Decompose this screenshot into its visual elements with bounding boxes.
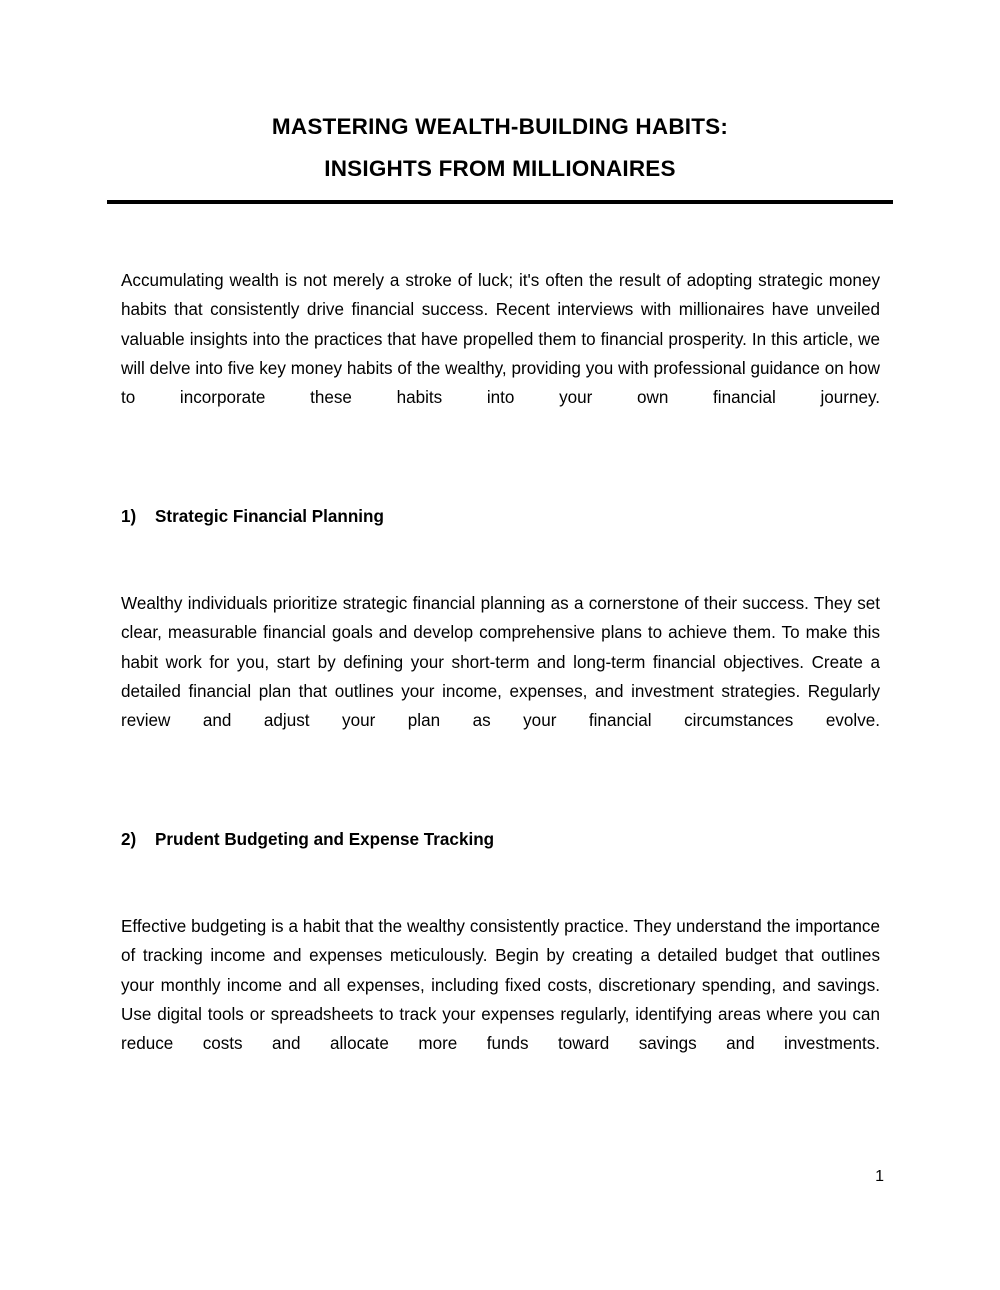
section-heading-1 bbox=[121, 502, 880, 531]
spacer bbox=[121, 442, 880, 502]
section-title-1: Strategic Financial Planning bbox=[155, 506, 384, 526]
section-heading-2 bbox=[121, 825, 880, 854]
section-title-2: Prudent Budgeting and Expense Tracking bbox=[155, 829, 495, 849]
section-number-1: 1) bbox=[121, 506, 137, 526]
section-number-2: 2) bbox=[121, 829, 137, 849]
intro-paragraph: Accumulating wealth is not merely a stroke of luck; it's often the result of adopting strategic money habits that consistently drive financial success. Recent interviews with millionaires have unveiled valuable insights into the practices that have propelled them to financial prosperity. In this article, we will delve into five key money habits of the wealthy, providing you with professional guidance on how to incorporate these habits into your own financial journey. bbox=[121, 271, 880, 408]
document-title-line-1: MASTERING WEALTH-BUILDING HABITS: bbox=[271, 114, 729, 139]
spacer bbox=[121, 765, 880, 825]
spacer bbox=[121, 531, 880, 589]
section-body-2: Effective budgeting is a habit that the wealthy consistently practice. They understand the importance of tracking income and expenses meticulously. Begin by creating a detailed budget that outlines your monthly income and all expenses, including fixed costs, discretionary spending, and savings. Use digital tools or spreadsheets to track your expenses regularly, identifying areas where you can reduce costs and allocate more funds toward savings and investments. bbox=[121, 917, 880, 1054]
document-title bbox=[107, 106, 893, 190]
spacer bbox=[121, 854, 880, 912]
document-title-line-2: INSIGHTS FROM MILLIONAIRES bbox=[324, 156, 676, 181]
title-divider-rule bbox=[107, 200, 893, 204]
section-body-1: Wealthy individuals prioritize strategic financial planning as a cornerstone of their success. They set clear, measurable financial goals and develop comprehensive plans to achieve them. To make this habit work for you, start by defining your short-term and long-term financial objectives. Create a detailed financial plan that outlines your income, expenses, and investment strategies. Regularly review and adjust your plan as your financial circumstances evolve. bbox=[121, 594, 880, 731]
document-body bbox=[121, 266, 880, 1088]
page-number: 1 bbox=[875, 1168, 884, 1185]
